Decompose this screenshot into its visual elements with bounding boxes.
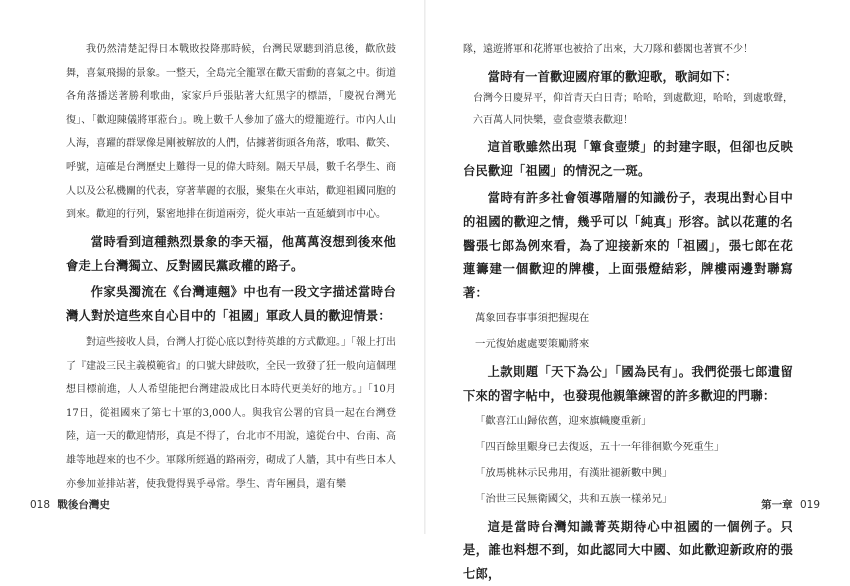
- paragraph: 這是當時台灣知識菁英期待心中祖國的一個例子。只是，誰也料想不到，如此認同大中國、如此歡迎新政府的張七郎，: [463, 518, 793, 582]
- right-footer: [757, 497, 820, 512]
- slogan-line: 「治世三民無衛國父，共和五族一樣弟兄」: [475, 492, 673, 505]
- chapter-title: 第一章: [761, 499, 793, 511]
- paragraph: 上款則題「天下為公」「國為民有」。我們從張七郎遺留下來的習字帖中，也發現他親筆練習的許多歡迎的門聯：: [463, 363, 793, 403]
- paragraph: 當時有許多社會領導階層的知識份子，表現出對心目中的祖國的歡迎之情，幾乎可以「純真」形容。試以花蓮的名醫張七郎為例來看，為了迎接新來的「祖國」，張七郎在花蓮籌建一個歡迎的牌樓，上面張燈結彩，牌樓兩邊對聯寫著：: [463, 189, 793, 301]
- paragraph: 這首歌雖然出現「簞食壺漿」的封建字眼，但卻也反映台民歡迎「祖國」的情況之一斑。: [463, 139, 793, 179]
- paragraph: 當時有一首歡迎國府軍的歡迎歌，歌詞如下：: [487, 68, 738, 84]
- block-quote: 對這些接收人員，台灣人打從心底以對待英雄的方式歡迎。」「報上打出了『建設三民主義模範省』的口號大肆鼓吹，全民一致發了狂一般向這個理想目標前進，人人希望能把台灣建設成比日本時代更美好的地方。」「10月17日，從祖國來了第七十軍的3,000人。與我官公署的官員一起在台灣登陸，這一天的歡迎情形，真是不得了，台北市不用說，遠從台中、台南、高雄等地趕來的也不少。軍隊所經過的路兩旁，砌成了人牆，其中有些日本人亦參加並排站著，使我覺得異乎尋常。學生、青年團員，還有樂: [66, 336, 396, 490]
- song-lyrics: 台灣今日慶昇平，仰首青天白日青；哈哈，到處歡迎，哈哈，到處歌聲，六百萬人同快樂，壺食壺漿表歡迎！: [473, 93, 793, 127]
- slogan-line: 「四百餘里艱身已去復返，五十一年徘徊歎今死重生」: [475, 440, 725, 453]
- left-page: [66, 38, 396, 496]
- right-page: [463, 38, 793, 586]
- slogan-line: 「放馬桃林示民弗用，有漢壯褪新數中興」: [475, 466, 673, 479]
- paragraph: 作家吳濁流在《台灣連翹》中也有一段文字描述當時台灣人對於這些來自心目中的「祖國」軍政人員的歡迎情景：: [66, 284, 396, 324]
- block-quote-continued: 隊，遠遊將軍和花將軍也被拾了出來，大刀隊和藝閣也著實不少！: [463, 44, 753, 55]
- slogan-line: 「歡喜江山歸依舊，迎來旗幟慶重新」: [475, 414, 652, 427]
- block-quote: 我仍然清楚記得日本戰敗投降那時候，台灣民眾聽到消息後，歡欣鼓舞，喜氣飛揚的景象。一整天，全島完全籠罩在歡天雷動的喜氣之中。街道各角落播送著勝利歌曲，家家戶戶張貼著大紅黑字的標語，「慶祝台灣光復」、「歡迎陳儀將軍蒞台」。晚上數千人參加了盛大的燈籠遊行。市內人山人海，喜躍的群眾像是剛被解放的人們，估據著街頭各角落，歌唱、歡笑、呼號，這確是台灣歷史上難得一見的偉大時刻。隔天早晨，數千名學生、商人以及公私機關的代表，穿著華麗的衣服，聚集在火車站，歡迎祖國同胞的到來。歡迎的行列，緊密地排在街道兩旁，從火車站一直延續到市中心。: [66, 44, 396, 221]
- couplet-line: 萬象回春事事須把握現在: [475, 311, 590, 324]
- paragraph: 當時看到這種熱烈景象的李天福，他萬萬沒想到後來他會走上台灣獨立、反對國民黨政權的路子。: [66, 233, 396, 273]
- page-number: 019: [799, 499, 820, 511]
- left-footer: [30, 497, 114, 512]
- book-title: 戰後台灣史: [57, 499, 110, 511]
- couplet-line: 一元復始處處要策勵將來: [475, 337, 590, 350]
- page-number: 018: [30, 499, 51, 511]
- page-gutter: [424, 0, 426, 534]
